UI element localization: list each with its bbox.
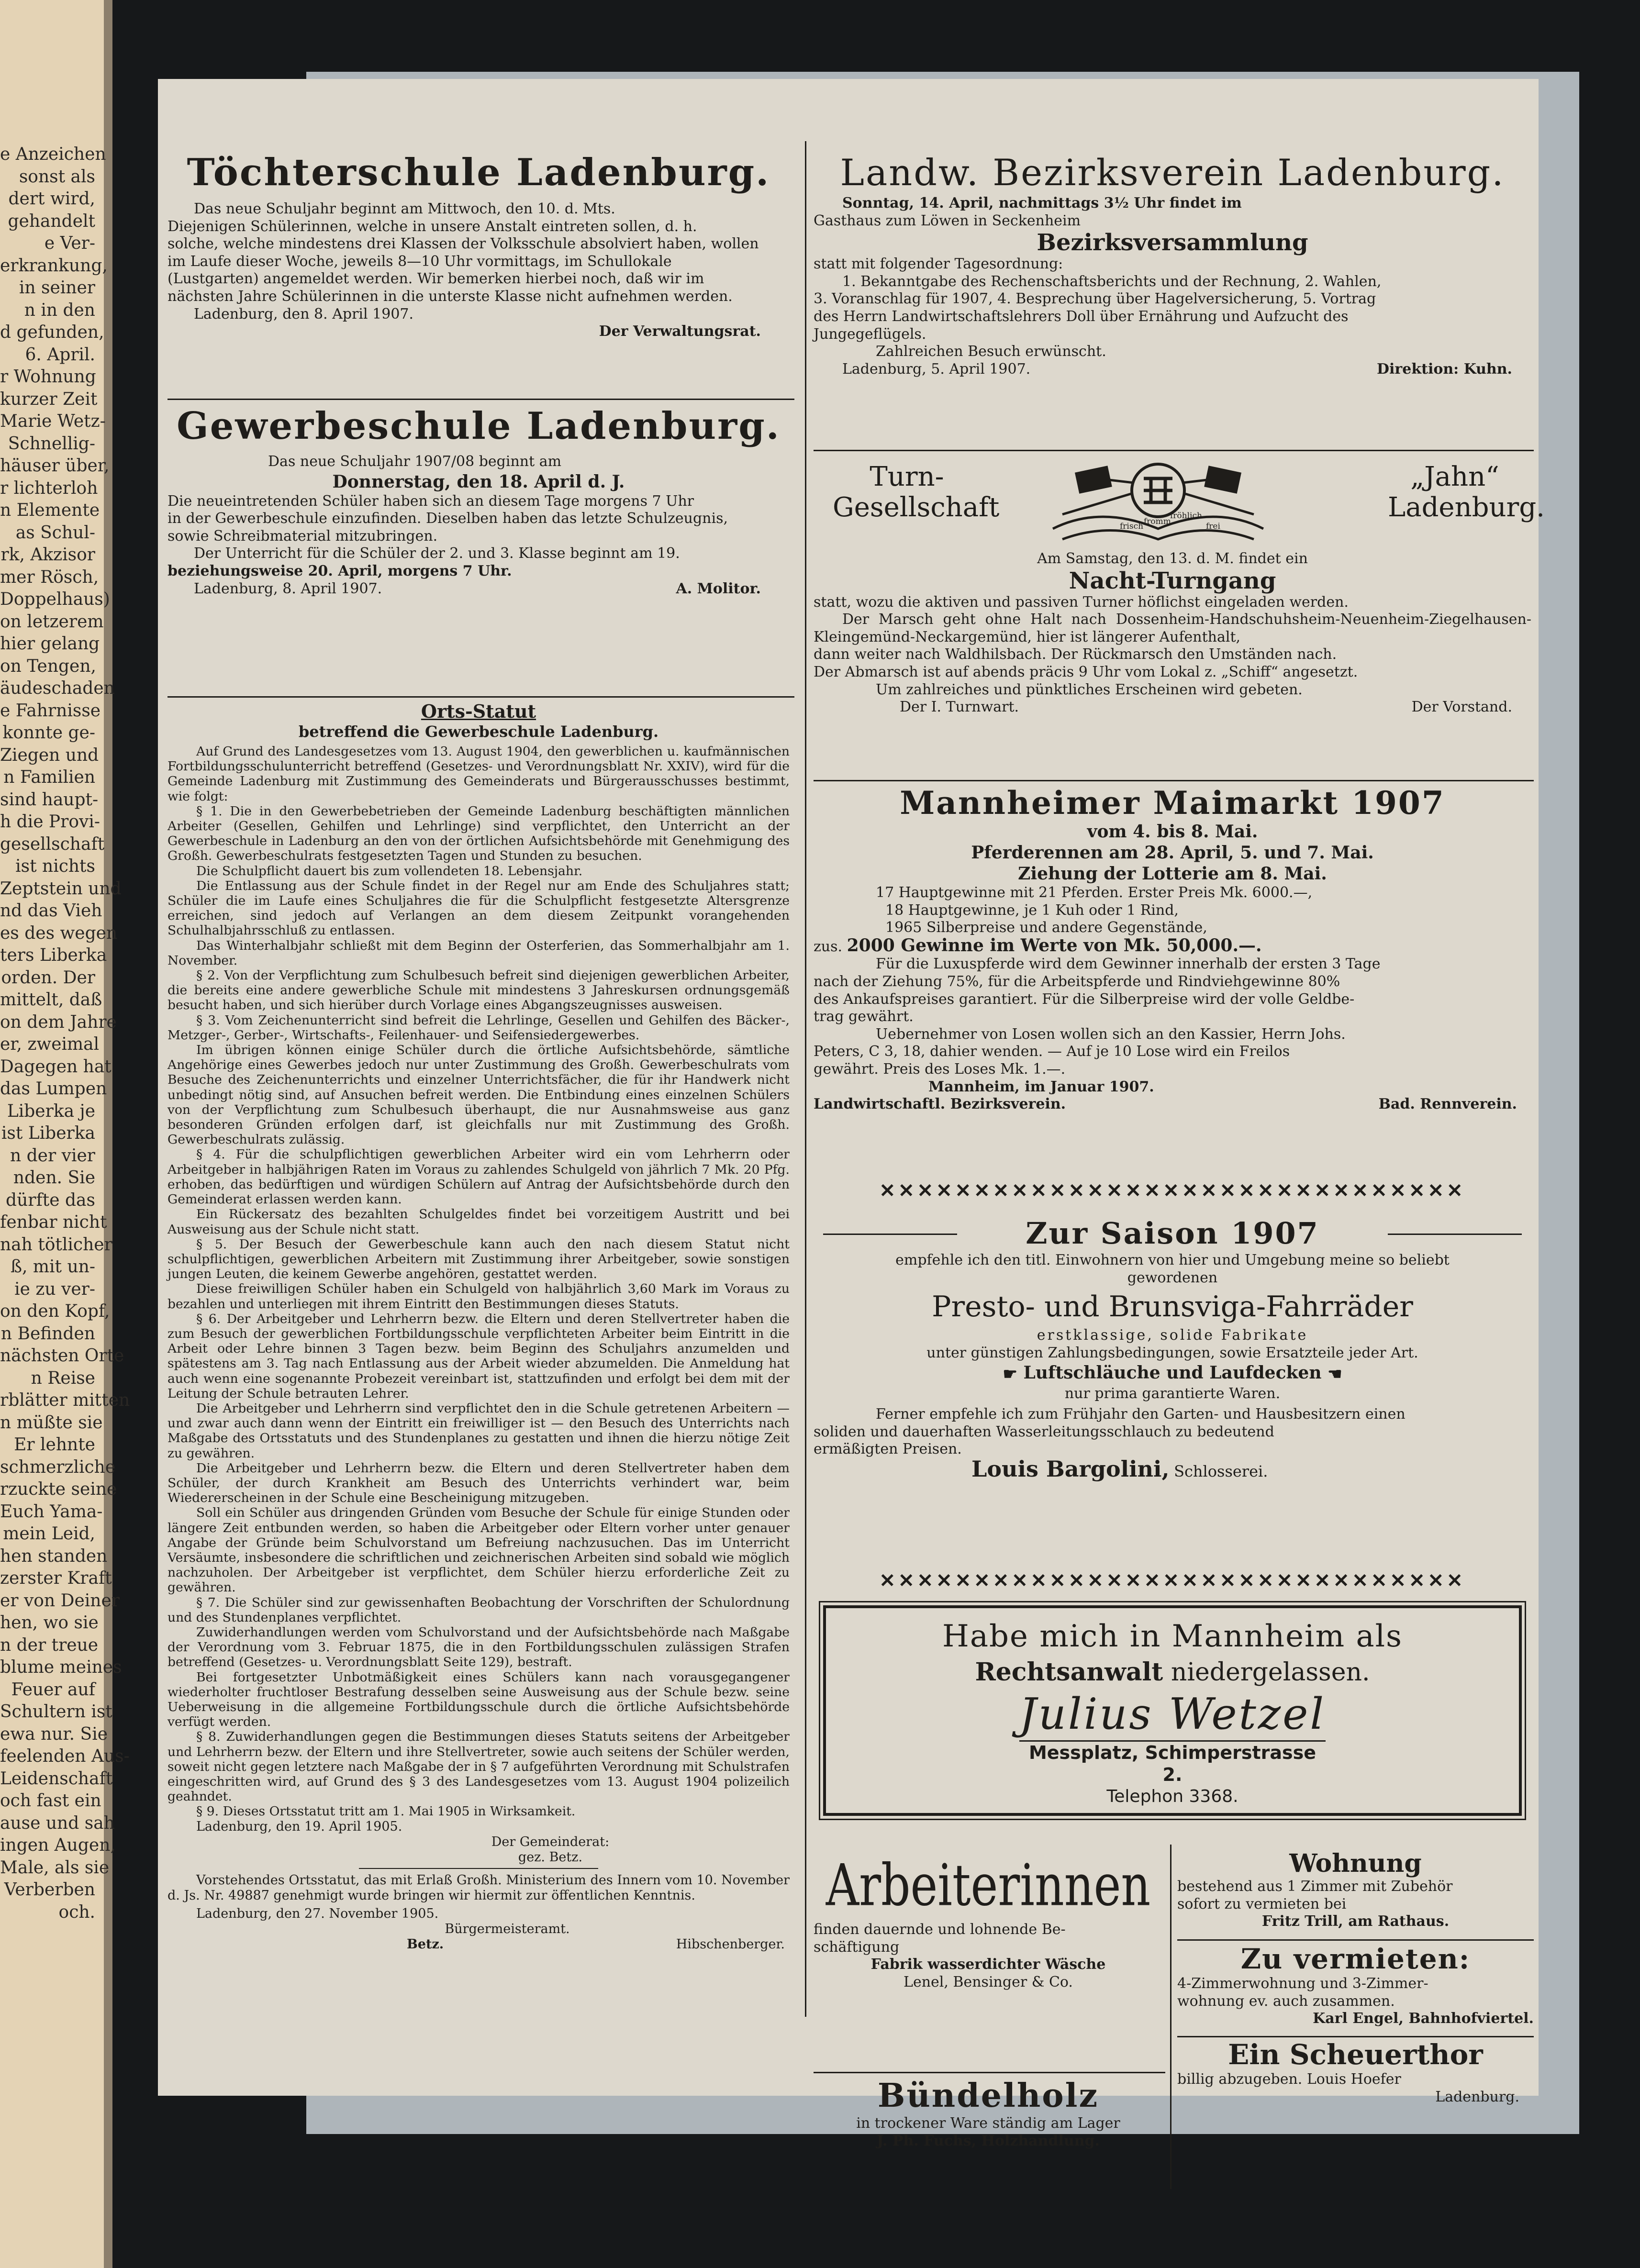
ortsstatut-paragraph: Ein Rückersatz des bezahlten Schulgeldes findet bei vorzeitigem Austritt und bei Ausweisung aus der Schule nicht statt. — [167, 1207, 790, 1237]
bargolini-ad — [814, 1215, 1531, 1481]
previous-page-line: kurzer Zeit — [0, 389, 98, 409]
toechterschule-line: nächsten Jahre Schülerinnen in die unterste Klasse nicht aufnehmen werden. — [167, 288, 733, 305]
previous-page-line: rzuckte seine — [0, 1479, 117, 1499]
ortsstatut-paragraph: Soll ein Schüler aus dringenden Gründen vom Besuche der Schule für einige Stunden oder längere Zeit entbunden werden, so haben die Arbeitgeber oder Eltern vorher unter genauer Angabe der Gründe beim Schulvorstand um Befreiung nachzusuchen. Das im Unterricht Versäumte, insbesondere die schriftlichen und zeichnerischen Arbeiten sind sobald wie möglich nachzuholen. Der Arbeitgeber ist verpflichtet, dem Schüler hierzu erforderliche Zeit zu gewähren. — [167, 1505, 790, 1595]
previous-page-line: häuser über, — [0, 456, 110, 476]
previous-page-line: as Schul- — [15, 523, 95, 543]
previous-page-line: sind haupt- — [0, 789, 99, 810]
previous-page-line: ist Liberka — [1, 1123, 95, 1143]
column-rule — [1170, 1845, 1171, 2189]
gewerbeschule-line: sowie Schreibmaterial mitzubringen. — [167, 527, 438, 545]
wetzel-settled: niedergelassen. — [1171, 1658, 1370, 1687]
bezirksverein-date: Ladenburg, 5. April 1907. — [842, 360, 1031, 378]
ortsstatut-paragraph: § 6. Der Arbeitgeber und Lehrherrn bezw. die Eltern und deren Stellvertreter haben die zum Besuch der gewerblichen Fortbildungsschule verpflichteten Arbeiter beim Eintritt in die Arbeit oder Lehre binnen 3 Tagen bezw. beim Beginn des Schuljahrs anzumelden und spätestens am 3. Tag nach Entlassung aus der Arbeit wieder abzumelden. Die Anmeldung hat auch wenn eine sogenannte Probezeit vereinbart ist, stattzufinden und erfolgt bei dem mit der Leitung der Schule betrauten Lehrer. — [167, 1311, 790, 1401]
bezirksverein-body — [814, 195, 1531, 378]
ortsstatut-paragraph: Bei fortgesetzter Unbotmäßigkeit eines Schülers kann nach vorausgegangener wiederholter fruchtloser Bestrafung desselben seine Ausweisung aus der Schule bezw. seine Ueberweisung in die allgemeine Fortbildungsschule durch die örtliche Aufsichtsbehörde verfügt werden. — [167, 1669, 790, 1730]
wohnung-ad — [1177, 1849, 1534, 1931]
emblem-word: fröhlich — [1170, 511, 1202, 521]
bezirksverein-line: Zahlreichen Besuch erwünscht. — [876, 343, 1106, 360]
divider — [359, 1868, 598, 1869]
previous-page-line: fenbar nicht — [0, 1212, 107, 1232]
buendelholz-line: in trockener Ware ständig am Lager — [856, 2115, 1120, 2132]
previous-page-line: hier gelang — [0, 634, 100, 654]
previous-page-line: on Tengen, — [0, 656, 96, 676]
bargolini-line: gewordenen — [1127, 1269, 1218, 1286]
previous-page-line: Feuer auf — [11, 1679, 95, 1700]
previous-page-line: Male, als sie — [0, 1857, 110, 1878]
previous-page-line: konnte ge- — [2, 723, 95, 743]
previous-page-line: rblätter mitten — [0, 1390, 130, 1410]
buendelholz-ad — [814, 2077, 1163, 2150]
previous-page-line: Dagegen hat — [0, 1056, 112, 1077]
turnverein-line: Am Samstag, den 13. d. M. findet ein — [1037, 550, 1308, 567]
bargolini-line: nur prima garantierte Waren. — [1064, 1385, 1281, 1402]
previous-page-line: on dem Jahre — [0, 1012, 117, 1032]
previous-page-line: nden. Sie — [13, 1168, 95, 1188]
bargolini-product: Presto- und Brunsviga-Fahrräder — [932, 1290, 1413, 1324]
previous-page-line: hen standen — [0, 1546, 108, 1566]
turnverein-body — [814, 550, 1531, 716]
previous-page-line: ist nichts — [15, 856, 95, 876]
wetzel-line1: Habe mich in Mannheim als — [942, 1619, 1403, 1654]
previous-page-line: in seiner — [19, 278, 95, 298]
previous-page-line: n der treue — [0, 1635, 99, 1655]
previous-page-line: och fast ein — [0, 1791, 101, 1811]
vermieten-line: 4-Zimmerwohnung und 3-Zimmer- — [1177, 1975, 1428, 1992]
bargolini-tubes — [814, 1362, 1531, 1385]
divider — [167, 696, 794, 698]
ortsstatut-note: Vorstehendes Ortsstatut, das mit Erlaß Großh. Ministerium des Innern vom 10. November d. Js. Nr. 49887 genehmigt wurde bringen wir hiermit zur öffentlichen Kenntnis. — [167, 1872, 790, 1903]
bargolini-line: ermäßigten Preisen. — [814, 1441, 962, 1458]
toechterschule-body — [167, 200, 790, 341]
toechterschule-line: (Lustgarten) angemeldet werden. Wir bemerken hierbei noch, daß wir im — [167, 270, 704, 288]
previous-page-line: sonst als — [19, 167, 95, 187]
previous-page-line: erkrankung, — [0, 256, 108, 276]
ortsstatut-paragraph: § 4. Für die schulpflichtigen gewerblichen Arbeiter wird ein vom Lehrherrn oder Arbeitgeber in halbjährigen Raten im Voraus zu zahlendes Schulgeld von jährlich 7 Mk. 20 Pfg. erhoben, das bedürftigen und würdigen Schülern auf Antrag der Aufsichtsbehörde durch den Gemeinderat erlassen werden kann. — [167, 1147, 790, 1207]
bargolini-line: empfehle ich den titl. Einwohnern von hier und Umgebung meine so beliebt — [895, 1252, 1450, 1268]
arbeiterinnen-company: Fabrik wasserdichter Wäsche — [870, 1956, 1106, 1973]
ortsstatut-date2: Ladenburg, den 27. November 1905. — [196, 1906, 439, 1921]
ortsstatut-paragraph: Die Arbeitgeber und Lehrherrn sind verpflichtet den in die Schule getretenen Arbeitern — und zwar auch dann wenn der Eintritt ein freiwilliger ist — den Besuch des Unterrichts nach Maßgabe des Ortsstatuts und des Stundenplanes zu gestatten und ihnen die hierzu nötige Zeit zu gewähren. — [167, 1401, 790, 1461]
maimarkt-lottery: Ziehung der Lotterie am 8. Mai. — [1018, 864, 1327, 884]
toechterschule-signature: Der Verwaltungsrat. — [599, 323, 761, 340]
wohnung-line: sofort zu vermieten bei — [1177, 1895, 1347, 1912]
previous-page-line: Doppelhaus) — [0, 589, 110, 609]
previous-page-line: on letzerem — [0, 611, 104, 632]
toechterschule-ad — [167, 151, 790, 341]
previous-page-line: ie zu ver- — [14, 1279, 95, 1299]
previous-page-line: ters Liberka — [0, 945, 107, 965]
previous-page-line: es des wegen — [0, 923, 118, 943]
ortsstatut-paragraph: § 3. Vom Zeichenunterricht sind befreit die Lehrlinge, Gesellen und Gehilfen des Bäcker-, Metzger-, Gerber-, Wirtschafts-, Feilenhauer- und Seifensiedergewerbes. — [167, 1012, 790, 1043]
divider — [1177, 2036, 1534, 2037]
bezirksverein-agenda: des Herrn Landwirtschaftslehrers Doll über Ernährung und Aufzucht des — [814, 308, 1349, 325]
ortsstatut-paragraph: Zuwiderhandlungen werden vom Schulvorstand und der Aufsichtsbehörde nach Maßgabe der Verordnung vom 3. Februar 1875, die in den Fortbildungsschulen zulässigen Strafen betreffend (Gesetzes- u. Verordnungsblatt Seite 129), bestraft. — [167, 1624, 790, 1670]
previous-page-line: dürfte das — [6, 1190, 95, 1210]
previous-page-line: ß, mit un- — [10, 1257, 95, 1277]
turnverein-left-1: Turn- — [870, 461, 944, 492]
toechterschule-line: im Laufe dieser Woche, jeweils 8—10 Uhr vormittags, im Schullokale — [167, 253, 672, 270]
maimarkt-line: 17 Hauptgewinne mit 21 Pferden. Erster Preis Mk. 6000.—, — [876, 884, 1313, 901]
previous-page-line: gesellschaft — [0, 834, 105, 854]
previous-page-line: on den Kopf, — [0, 1301, 110, 1321]
bezirksverein-agenda: 3. Voranschlag für 1907, 4. Besprechung über Hagelversicherung, 5. Vortrag — [814, 290, 1376, 308]
bargolini-name: Louis Bargolini, — [971, 1456, 1170, 1482]
wetzel-profession: Rechtsanwalt — [975, 1657, 1163, 1687]
separator-row: ✕✕✕✕✕✕✕✕✕✕✕✕✕✕✕✕✕✕✕✕✕✕✕✕✕✕✕✕✕✕✕ — [879, 1569, 1466, 1592]
maimarkt-line: 1965 Silberpreise und andere Gegenstände, — [885, 919, 1207, 936]
wetzel-address: Messplatz, Schimperstrasse 2. — [1019, 1740, 1326, 1786]
previous-page-line: Zeptstein und — [0, 878, 122, 899]
previous-page-line: feelenden Aus- — [0, 1746, 130, 1766]
arbeiterinnen-ad — [814, 1849, 1163, 1991]
divider — [1177, 1939, 1534, 1941]
maimarkt-line: trag gewährt. — [814, 1008, 914, 1025]
divider — [814, 2072, 1165, 2073]
divider — [814, 450, 1534, 451]
maimarkt-line: Uebernehmer von Losen wollen sich an den Kassier, Herrn Johs. — [876, 1025, 1346, 1043]
turnverein-line: Um zahlreiches und pünktliches Erscheinen wird gebeten. — [876, 681, 1303, 698]
divider — [167, 399, 794, 400]
previous-page-line: Verberben — [4, 1880, 95, 1900]
previous-page-line: mer Rösch, — [0, 567, 99, 587]
previous-page-line: nah tötlicher — [0, 1234, 112, 1255]
ortsstatut-paragraph: § 9. Dieses Ortsstatut tritt am 1. Mai 1905 in Wirksamkeit. — [196, 1804, 576, 1819]
turnverein-heading: Nacht-Turngang — [1069, 567, 1276, 594]
turnverein-ad — [814, 455, 1545, 716]
scheuerthor-line: billig abzugeben. Louis Hoefer — [1177, 2071, 1401, 2088]
wetzel-phone: Telephon 3368. — [1106, 1787, 1238, 1806]
gewerbeschule-line: in der Gewerbeschule einzufinden. Dieselben haben das letzte Schulzeugnis, — [167, 510, 728, 527]
previous-page-line: n Befinden — [0, 1323, 95, 1344]
turnverein-left-2: Gesellschaft — [833, 492, 1000, 523]
scheuerthor-ad — [1177, 2038, 1534, 2106]
title-rule — [1388, 1234, 1522, 1235]
maimarkt-title: Mannheimer Maimarkt 1907 — [900, 784, 1445, 822]
maimarkt-line: gewährt. Preis des Loses Mk. 1.—. — [814, 1060, 1066, 1078]
buendelholz-title: Bündelholz — [877, 2077, 1099, 2115]
previous-page-line: ause und sah — [0, 1813, 115, 1833]
previous-page-line: gehandelt — [8, 211, 95, 231]
previous-page-line: Marie Wetz- — [0, 411, 106, 431]
ortsstatut-paragraph: § 8. Zuwiderhandlungen gegen die Bestimmungen dieses Statuts seitens der Arbeitgeber und Lehrherrn bezw. der Eltern und ihre Stellvertreter, sowie auch seitens der Schüler werden, soweit nicht gegen letztere nach Maßgabe der in § 7 aufgeführten Verordnung mit Schulstrafen eingeschritten wird, auf Grund des § 3 des Landesgesetzes vom 13. August 1904 polizeilich geahndet. — [167, 1729, 790, 1804]
vermieten-ad — [1177, 1943, 1534, 2028]
ortsstatut-paragraph: Diese freiwilligen Schüler haben ein Schulgeld von halbjährlich 3,60 Mark im Voraus zu bezahlen und unterliegen mit ihrem Eintritt den Bestimmungen dieses Statuts. — [167, 1281, 790, 1312]
maimarkt-line: nach der Ziehung 75%, für die Arbeitspferde und Rindviehgewinne 80% — [814, 973, 1340, 990]
previous-page-line: n Familien — [3, 767, 95, 787]
bezirksverein-line: Gasthaus zum Löwen in Seckenheim — [814, 212, 1081, 229]
emblem-word: frei — [1206, 522, 1220, 531]
previous-page-line: rk, Akzisor — [0, 545, 95, 565]
previous-page-line: n in den — [24, 300, 95, 320]
previous-page-line: er, zweimal — [0, 1034, 100, 1054]
previous-page-line: dert wird, — [8, 189, 95, 209]
previous-page-line: 6. April. — [25, 345, 95, 365]
gewerbeschule-title: Gewerbeschule Ladenburg. — [177, 404, 781, 448]
maimarkt-place: Mannheim, im Januar 1907. — [928, 1078, 1154, 1095]
previous-page-line: mittelt, daß — [0, 990, 102, 1010]
bezirksverein-ad — [814, 151, 1531, 378]
turnverein-sig1: Der I. Turnwart. — [900, 699, 1019, 716]
scheuerthor-place: Ladenburg. — [1435, 2088, 1519, 2105]
previous-page-line: Euch Yama- — [0, 1501, 103, 1522]
arbeiterinnen-title: Arbeiterinnen — [826, 1852, 1151, 1919]
ortsstatut-paragraph: Im übrigen können einige Schüler durch die örtliche Aufsichtsbehörde, sämtliche Angehörige eines Gewerbes jedoch nur unter Zustimmung des Großh. Gewerbeschulrats vom Besuche des Zeichenunterrichts und einzelner Unterrichtsfächer, die für ihr Handwerk nicht unbedingt nötig sind, auf Ansuchen befreit werden. Die Entbindung eines einzelnen Schülers von der Verpflichtung zum Schulbesuch überhaupt, die nur Ausnahmsweise aus ganz besonderen Gründen erfolgen darf, ist gleichfalls nur mit Zustimmung des Großh. Gewerbeschulrats zulässig. — [167, 1043, 790, 1147]
column-rule — [805, 141, 806, 2017]
vermieten-landlord: Karl Engel, Bahnhofviertel. — [1313, 2010, 1534, 2027]
previous-page-line: n Reise — [31, 1368, 95, 1388]
emblem-word: frisch — [1120, 522, 1144, 531]
maimarkt-sig1: Landwirtschaftl. Bezirksverein. — [814, 1096, 1066, 1113]
toechterschule-line: Diejenigen Schülerinnen, welche in unsere Anstalt eintreten sollen, d. h. — [167, 218, 697, 235]
previous-page-line: e Fahrnisse — [0, 700, 101, 721]
previous-page-line: r lichterloh — [0, 478, 98, 498]
previous-page-text — [0, 0, 130, 1923]
divider — [814, 780, 1534, 781]
previous-page-line: ingen Augen, — [0, 1835, 116, 1855]
maimarkt-line: 18 Hauptgewinne, je 1 Kuh oder 1 Rind, — [885, 901, 1179, 919]
turnverein-line: dann weiter nach Waldhilsbach. Der Rückmarsch den Umständen nach. — [814, 646, 1337, 663]
emblem-word: fromm — [1144, 517, 1171, 526]
bezirksverein-agenda: Jungegeflügels. — [814, 325, 926, 343]
bezirksverein-agenda: 1. Bekanntgabe des Rechenschaftsberichts und der Rechnung, 2. Wahlen, — [842, 273, 1382, 290]
bezirksverein-line: statt mit folgender Tagesordnung: — [814, 256, 1063, 273]
previous-page-line: Schultern ist — [0, 1702, 112, 1722]
turnverein-right — [1388, 461, 1545, 523]
arbeiterinnen-line: finden dauernde und lohnende Be- — [814, 1921, 1066, 1938]
wohnung-line: bestehend aus 1 Zimmer mit Zubehör — [1177, 1878, 1453, 1895]
gewerbeschule-signature: A. Molitor. — [676, 580, 761, 597]
previous-page-line: hen, wo sie — [0, 1613, 99, 1633]
ortsstatut-sig1: Betz. — [407, 1936, 444, 1952]
maimarkt-total: 2000 Gewinne im Werte von Mk. 50,000.—. — [847, 935, 1262, 956]
previous-page-line: schmerzliche — [0, 1457, 116, 1477]
scheuerthor-title: Ein Scheuerthor — [1228, 2038, 1483, 2071]
ortsstatut-office: Bürgermeisteramt. — [445, 1921, 570, 1936]
gewerbeschule-line: Das neue Schuljahr 1907/08 beginnt am — [268, 453, 562, 470]
turnverein-line: statt, wozu die aktiven und passiven Turner höflichst eingeladen werden. — [814, 593, 1349, 611]
previous-page-line: n der vier — [10, 1145, 95, 1166]
ortsstatut-footer — [167, 1819, 790, 1952]
toechterschule-line: solche, welche mindestens drei Klassen der Volksschule absolviert haben, wollen — [167, 235, 759, 253]
previous-page-line: d gefunden, — [0, 322, 104, 342]
previous-page-line: e Anzeichen — [0, 145, 106, 164]
toechterschule-title: Töchterschule Ladenburg. — [187, 151, 770, 194]
ortsstatut-paragraph: Auf Grund des Landesgesetzes vom 13. August 1904, den gewerblichen u. kaufmännischen Fortbildungsschulunterricht betreffend (Gesetzes- und Verordnungsblatt Nr. XXIV), wird für die Gemeinde Ladenburg mit Zustimmung des Gemeinderats und Bürgerausschusses bestimmt, wie folgt: — [167, 744, 790, 804]
previous-page-line: h die Provi- — [0, 812, 100, 832]
bargolini-line: soliden und dauerhaften Wasserleitungsschlauch zu bedeutend — [814, 1423, 1274, 1440]
toechterschule-date: Ladenburg, den 8. April 1907. — [194, 305, 414, 322]
ortsstatut-title: Orts-Statut — [421, 700, 536, 722]
ortsstatut-council: Der Gemeinderat: — [491, 1834, 610, 1849]
ortsstatut-paragraph: § 7. Die Schüler sind zur gewissenhaften Beobachtung der Vorschriften der Schulordnung und des Stundenplanes verpflichtet. — [167, 1595, 790, 1625]
previous-page-line: Leidenschaft — [0, 1768, 113, 1789]
previous-page-line: er von Deiner — [0, 1590, 120, 1611]
ortsstatut-date: Ladenburg, den 19. April 1905. — [196, 1819, 402, 1834]
bezirksverein-line: Sonntag, 14. April, nachmittags 3½ Uhr findet im — [842, 195, 1242, 211]
bezirksverein-signature: Direktion: Kuhn. — [1377, 360, 1512, 378]
wetzel-ad — [823, 1605, 1522, 1816]
ortsstatut-paragraphs — [167, 744, 790, 1819]
turnverein-sig2: Der Vorstand. — [1411, 699, 1512, 716]
wetzel-line2 — [826, 1656, 1519, 1689]
maimarkt-races: Pferderennen am 28. April, 5. und 7. Mai. — [971, 843, 1374, 863]
maimarkt-ad — [814, 785, 1531, 1113]
previous-page-line: n müßte sie — [0, 1412, 103, 1433]
turnverein-right-1: „Jahn“ — [1410, 461, 1499, 492]
previous-page-line: n Elemente — [0, 500, 100, 520]
title-rule — [823, 1234, 957, 1235]
gewerbeschule-body — [167, 453, 790, 598]
bargolini-line: unter günstigen Zahlungsbedingungen, sowie Ersatzteile jeder Art. — [926, 1344, 1418, 1361]
bargolini-line: Ferner empfehle ich zum Frühjahr den Garten- und Hausbesitzern einen — [876, 1405, 1406, 1423]
ortsstatut-paragraph: § 2. Von der Verpflichtung zum Schulbesuch befreit sind diejenigen gewerblichen Arbeiter, die bereits eine andere gewerbliche Schule mit mindestens 3 Jahreskursen ordnungsgemäß besucht haben, und sich hierüber durch Vorlage eines Abgangszeugnisses ausweisen. — [167, 968, 790, 1013]
maimarkt-line: Peters, C 3, 18, dahier wenden. — Auf je 10 Lose wird ein Freilos — [814, 1043, 1290, 1060]
ortsstatut-ad — [167, 701, 790, 1952]
ortsstatut-paragraph: Die Schulpflicht dauert bis zum vollendeten 18. Lebensjahr. — [196, 863, 583, 878]
previous-page-line: ewa nur. Sie — [0, 1724, 108, 1744]
maimarkt-body — [814, 821, 1531, 1113]
ortsstatut-paragraph: § 5. Der Besuch der Gewerbeschule kann auch den nach diesem Statut nicht schulpflichtigen, gewerblichen Arbeitern mit Zustimmung ihrer Arbeitgeber, sowie sonstigen jungen Leuten, die keinem Gewerbe angehören, gestattet werden. — [167, 1236, 790, 1282]
turnverein-right-2: Ladenburg. — [1388, 492, 1545, 523]
separator-row: ✕✕✕✕✕✕✕✕✕✕✕✕✕✕✕✕✕✕✕✕✕✕✕✕✕✕✕✕✕✕✕ — [879, 1179, 1466, 1202]
gewerbeschule-date: Ladenburg, 8. April 1907. — [194, 580, 382, 597]
turnverein-left — [833, 461, 1000, 523]
previous-page-line: Ziegen und — [0, 745, 99, 765]
maimarkt-zus: zus. — [814, 938, 843, 955]
wohnung-title: Wohnung — [1289, 1849, 1422, 1878]
arbeiterinnen-owners: Lenel, Bensinger & Co. — [904, 1973, 1073, 1990]
ortsstatut-council-sig: gez. Betz. — [518, 1849, 583, 1865]
gewerbeschule-start-date: Donnerstag, den 18. April d. J. — [332, 471, 625, 492]
previous-page-line: r Wohnung — [0, 367, 96, 387]
bargolini-trade: Schlosserei. — [1174, 1462, 1268, 1480]
ortsstatut-paragraph: Die Arbeitgeber und Lehrherrn bezw. die Eltern und deren Stellvertreter haben dem Schüler, der durch Krankheit am Besuch des Unterrichts verhindert war, beim Wiedererscheinen in der Schule eine Bescheinigung mitzugeben. — [167, 1460, 790, 1506]
previous-page-line: mein Leid, — [3, 1524, 95, 1544]
maimarkt-dates: vom 4. bis 8. Mai. — [1087, 822, 1258, 842]
bargolini-tubes-label: Luftschläuche und Laufdecken — [1023, 1363, 1322, 1383]
ortsstatut-paragraph: § 1. Die in den Gewerbebetrieben der Gemeinde Ladenburg beschäftigten männlichen Arbeiter (Gesellen, Gehilfen und Lehrlinge) sind verpflichtet, den Unterricht an der Gewerbeschule in Ladenburg an den von der örtlichen Aufsichtsbehörde mit Genehmigung des Großh. Gewerbeschulrats festgesetzten Tagen und Stunden zu besuchen. — [167, 803, 790, 864]
vermieten-title: Zu vermieten: — [1240, 1943, 1471, 1975]
previous-page-line: äudeschaden — [0, 678, 115, 698]
previous-page-strip — [0, 0, 130, 2268]
pointing-hand-left-icon: ☚ — [1328, 1365, 1342, 1384]
ortsstatut-sig2: Hibschenberger. — [676, 1936, 785, 1952]
gewerbeschule-ad — [167, 404, 790, 598]
arbeiterinnen-line: schäftigung — [814, 1938, 900, 1956]
previous-page-line: Liberka je — [7, 1101, 95, 1121]
previous-page-line: orden. Der — [1, 967, 95, 988]
previous-page-line: nächsten Orte — [0, 1346, 124, 1366]
turnverein-line: Der Abmarsch ist auf abends präcis 9 Uhr vom Lokal z. „Schiff“ angesetzt. — [814, 663, 1358, 680]
toechterschule-line: Das neue Schuljahr beginnt am Mittwoch, den 10. d. Mts. — [194, 200, 615, 217]
bezirksverein-heading: Bezirksversammlung — [1037, 229, 1308, 256]
previous-page-line: zerster Kraft — [0, 1568, 112, 1588]
gewerbeschule-line: beziehungsweise 20. April, morgens 7 Uhr. — [167, 562, 512, 579]
buendelholz-dealer: J. Ph. Fuchs, Holzhandlung. — [877, 2132, 1100, 2149]
bargolini-body — [814, 1252, 1531, 1481]
wohnung-landlord: Fritz Trill, am Rathaus. — [1261, 1913, 1450, 1930]
vermieten-line: wohnung ev. auch zusammen. — [1177, 1992, 1395, 2010]
maimarkt-line: des Ankaufspreises garantiert. Für die Silberpreise wird der volle Geldbe- — [814, 990, 1355, 1008]
maimarkt-sig2: Bad. Rennverein. — [1378, 1096, 1517, 1113]
ortsstatut-subtitle: betreffend die Gewerbeschule Ladenburg. — [298, 723, 659, 741]
bargolini-line: erstklassige, solide Fabrikate — [1037, 1327, 1308, 1344]
turnverein-line: Der Marsch geht ohne Halt nach Dossenheim-Handschuhsheim-Neuenheim-Ziegelhausen-Kleingemünd-Neckargemünd, hier ist längerer Aufenthalt, — [814, 611, 1531, 645]
previous-page-line: das Lumpen — [0, 1079, 107, 1099]
ortsstatut-paragraph: Die Entlassung aus der Schule findet in der Regel nur am Ende des Schuljahres statt; Schüler die im Laufe eines Schuljahres die für die Schulpflicht festgesetzte Altersgrenze erreichen, sind jedoch auf Verlangen an dem diesem Zeitpunkt vorangehenden Schulhalbjahrsschluß zu entlassen. — [167, 878, 790, 938]
previous-page-line: och. — [58, 1902, 95, 1922]
turner-emblem-icon — [1034, 457, 1283, 548]
previous-page-line: Er lehnte — [14, 1435, 95, 1455]
newspaper-page — [158, 79, 1545, 2149]
pointing-hand-right-icon: ☛ — [1003, 1365, 1017, 1384]
previous-page-line: nd das Vieh — [0, 901, 102, 921]
bezirksverein-title: Landw. Bezirksverein Ladenburg. — [840, 151, 1505, 194]
ortsstatut-paragraph: Das Winterhalbjahr schließt mit dem Beginn der Osterferien, das Sommerhalbjahr am 1. November. — [167, 938, 790, 968]
previous-page-line: e Ver- — [44, 233, 95, 253]
maimarkt-line: Für die Luxuspferde wird dem Gewinner innerhalb der ersten 3 Tage — [876, 956, 1381, 973]
gewerbeschule-line: Der Unterricht für die Schüler der 2. und 3. Klasse beginnt am 19. — [194, 545, 680, 562]
gewerbeschule-line: Die neueintretenden Schüler haben sich an diesem Tage morgens 7 Uhr — [167, 492, 694, 510]
bargolini-title: Zur Saison 1907 — [1026, 1216, 1319, 1251]
wetzel-name: Julius Wetzel — [1019, 1689, 1326, 1739]
previous-page-line: blume meines — [0, 1657, 122, 1677]
previous-page-line: Schnellig- — [8, 434, 95, 454]
